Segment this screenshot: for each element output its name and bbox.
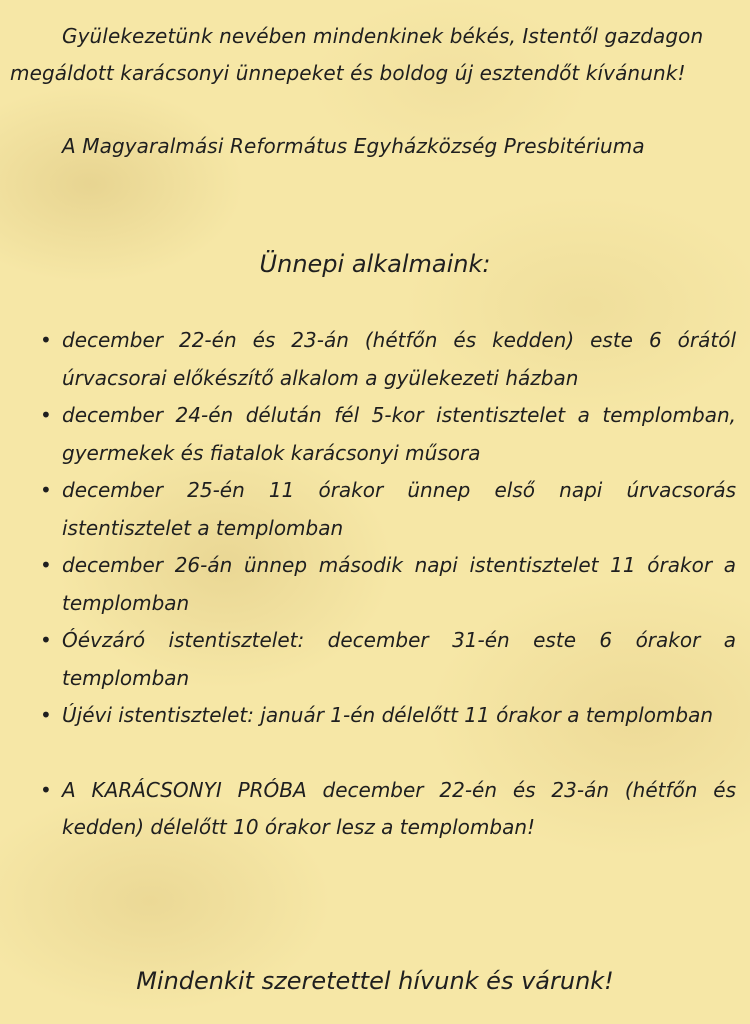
- rehearsal-text: A KARÁCSONYI PRÓBA december 22-én és 23-án (hétfőn és kedden) délelőtt 10 órakor lesz a templomban!: [62, 777, 736, 839]
- event-item: [38, 697, 736, 735]
- closing-invitation: Mindenkit szeretettel hívunk és várunk!: [136, 967, 614, 995]
- bullet-icon: •: [40, 553, 52, 577]
- event-list: [38, 322, 736, 847]
- rehearsal-item: [38, 772, 736, 847]
- event-text: Óévzáró istentisztelet: december 31-én este 6 órakor a templomban: [62, 628, 736, 690]
- bullet-icon: •: [40, 328, 52, 352]
- event-text: december 26-án ünnep második napi istentisztelet 11 órakor a templomban: [62, 553, 736, 615]
- bullet-icon: •: [40, 403, 52, 427]
- bullet-icon: •: [40, 703, 52, 727]
- event-item: [38, 472, 736, 547]
- event-text: december 22-én és 23-án (hétfőn és kedden) este 6 órától úrvacsorai előkészítő alkalom a gyülekezeti házban: [62, 328, 736, 390]
- events-heading: Ünnepi alkalmaink:: [259, 250, 491, 278]
- event-item: [38, 397, 736, 472]
- greeting-line-1: Gyülekezetünk nevében mindenkinek békés, Istentől gazdagon: [62, 24, 704, 48]
- event-item: [38, 622, 736, 697]
- bullet-icon: •: [40, 628, 52, 652]
- event-item: [38, 322, 736, 397]
- bullet-icon: •: [40, 777, 52, 802]
- event-item: [38, 547, 736, 622]
- signature: A Magyaralmási Református Egyházközség Presbitériuma: [62, 134, 645, 158]
- event-text: Újévi istentisztelet: január 1-én délelőtt 11 órakor a templomban: [62, 703, 714, 727]
- bullet-icon: •: [40, 478, 52, 502]
- event-text: december 24-én délután fél 5-kor istentisztelet a templomban, gyermekek és fiatalok karácsonyi műsora: [62, 403, 736, 465]
- greeting-line-2: megáldott karácsonyi ünnepeket és boldog új esztendőt kívánunk!: [10, 61, 686, 85]
- event-text: december 25-én 11 órakor ünnep első napi úrvacsorás istentisztelet a templomban: [62, 478, 736, 540]
